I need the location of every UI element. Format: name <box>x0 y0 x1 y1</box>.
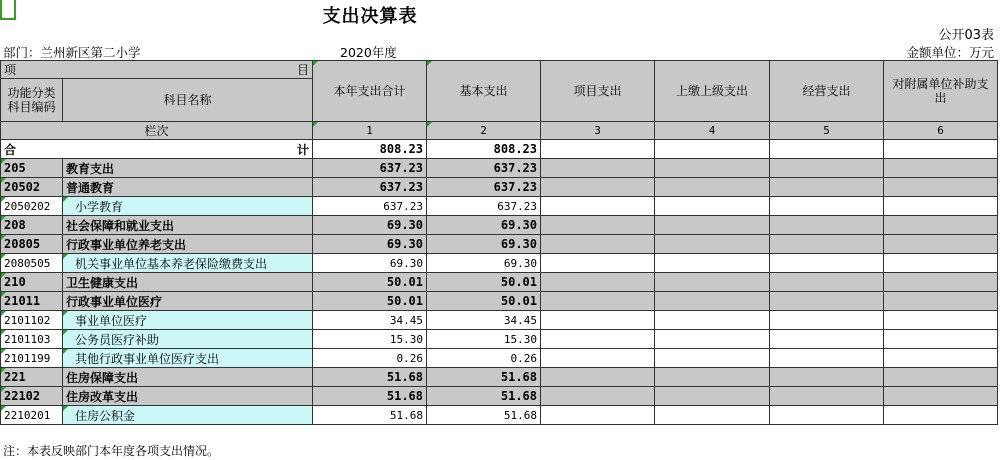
row-total-amount: 637.23 <box>313 159 427 178</box>
row-basic-amount: 0.26 <box>427 349 541 368</box>
row-c3-cell <box>541 159 655 178</box>
row-basic-amount: 637.23 <box>427 159 541 178</box>
row-subject-name: 住房改革支出 <box>63 387 313 406</box>
row-c6-cell <box>884 406 998 425</box>
row-basic-amount: 50.01 <box>427 273 541 292</box>
row-total-amount: 69.30 <box>313 216 427 235</box>
total-label <box>1 140 313 159</box>
index-row-label: 栏次 <box>1 122 313 140</box>
table-row <box>1 387 998 406</box>
row-c6-cell <box>884 311 998 330</box>
total-c5 <box>770 140 884 159</box>
footnote: 注：本表反映部门本年度各项支出情况。 <box>3 444 220 458</box>
row-subject-code: 205 <box>1 159 63 178</box>
row-c3-cell <box>541 235 655 254</box>
row-c6-cell <box>884 254 998 273</box>
row-total-amount: 637.23 <box>313 178 427 197</box>
row-subject-name: 机关事业单位基本养老保险缴费支出 <box>63 254 313 273</box>
row-c3-cell <box>541 254 655 273</box>
row-c5-cell <box>770 235 884 254</box>
row-c6-cell <box>884 216 998 235</box>
row-c3-cell <box>541 368 655 387</box>
row-c6-cell <box>884 292 998 311</box>
row-c5-cell <box>770 159 884 178</box>
table-row <box>1 178 998 197</box>
row-total-amount: 50.01 <box>313 273 427 292</box>
row-total-amount: 51.68 <box>313 387 427 406</box>
row-c6-cell <box>884 349 998 368</box>
row-c3-cell <box>541 216 655 235</box>
row-subject-code: 210 <box>1 273 63 292</box>
header-project-expenditure: 项目支出 <box>541 61 655 122</box>
row-total-amount: 0.26 <box>313 349 427 368</box>
header-subject-code: 功能分类科目编码 <box>1 79 63 122</box>
row-total-amount: 34.45 <box>313 311 427 330</box>
row-c5-cell <box>770 254 884 273</box>
row-c5-cell <box>770 368 884 387</box>
table-row <box>1 292 998 311</box>
row-basic-amount: 51.68 <box>427 406 541 425</box>
row-subject-name: 行政事业单位医疗 <box>63 292 313 311</box>
header-mu: 目 <box>296 63 309 77</box>
table-row <box>1 235 998 254</box>
row-c6-cell <box>884 273 998 292</box>
row-c4-cell <box>655 273 770 292</box>
header-xiang: 项 <box>4 63 17 77</box>
row-subject-code: 20502 <box>1 178 63 197</box>
page-title: 支出决算表 <box>322 6 418 27</box>
row-basic-amount: 637.23 <box>427 197 541 216</box>
row-subject-code: 221 <box>1 368 63 387</box>
fiscal-year-label: 2020年度 <box>340 45 397 60</box>
total-row <box>1 140 998 159</box>
row-c4-cell <box>655 292 770 311</box>
row-subject-code: 2101102 <box>1 311 63 330</box>
total-c2: 808.23 <box>427 140 541 159</box>
row-c5-cell <box>770 292 884 311</box>
row-basic-amount: 50.01 <box>427 292 541 311</box>
row-subject-code: 2210201 <box>1 406 63 425</box>
row-subject-code: 2101199 <box>1 349 63 368</box>
row-basic-amount: 637.23 <box>427 178 541 197</box>
row-c3-cell <box>541 406 655 425</box>
row-c4-cell <box>655 178 770 197</box>
row-c3-cell <box>541 178 655 197</box>
row-c6-cell <box>884 159 998 178</box>
row-basic-amount: 69.30 <box>427 216 541 235</box>
row-subject-name: 其他行政事业单位医疗支出 <box>63 349 313 368</box>
row-subject-code: 2101103 <box>1 330 63 349</box>
department-label: 部门：兰州新区第二小学 <box>3 45 141 60</box>
row-c5-cell <box>770 330 884 349</box>
table-row <box>1 273 998 292</box>
row-c5-cell <box>770 216 884 235</box>
row-c4-cell <box>655 330 770 349</box>
row-subject-code: 20805 <box>1 235 63 254</box>
row-c3-cell <box>541 349 655 368</box>
row-c6-cell <box>884 178 998 197</box>
row-c4-cell <box>655 235 770 254</box>
row-c5-cell <box>770 273 884 292</box>
row-c4-cell <box>655 197 770 216</box>
row-total-amount: 51.68 <box>313 406 427 425</box>
row-subject-code: 2050202 <box>1 197 63 216</box>
table-row <box>1 216 998 235</box>
header-total-expenditure: 本年支出合计 <box>313 61 427 122</box>
row-c5-cell <box>770 311 884 330</box>
row-c3-cell <box>541 330 655 349</box>
row-c6-cell <box>884 197 998 216</box>
row-c6-cell <box>884 330 998 349</box>
row-c4-cell <box>655 368 770 387</box>
table-row <box>1 159 998 178</box>
header-xiang-mu <box>1 61 313 79</box>
row-c3-cell <box>541 311 655 330</box>
row-total-amount: 51.68 <box>313 368 427 387</box>
total-he: 合 <box>4 142 17 157</box>
expenditure-table <box>0 60 998 425</box>
row-subject-code: 21011 <box>1 292 63 311</box>
row-c3-cell <box>541 273 655 292</box>
row-basic-amount: 69.30 <box>427 254 541 273</box>
index-col-4: 4 <box>655 122 770 140</box>
row-c3-cell <box>541 387 655 406</box>
row-c5-cell <box>770 406 884 425</box>
table-row <box>1 330 998 349</box>
row-subject-name: 事业单位医疗 <box>63 311 313 330</box>
row-c6-cell <box>884 368 998 387</box>
row-total-amount: 69.30 <box>313 254 427 273</box>
index-col-5: 5 <box>770 122 884 140</box>
total-ji: 计 <box>296 142 309 157</box>
row-c4-cell <box>655 159 770 178</box>
row-c4-cell <box>655 216 770 235</box>
row-subject-name: 公务员医疗补助 <box>63 330 313 349</box>
row-c5-cell <box>770 349 884 368</box>
row-c5-cell <box>770 197 884 216</box>
row-subject-name: 住房公积金 <box>63 406 313 425</box>
total-c1: 808.23 <box>313 140 427 159</box>
header-subject-name-text: 科目名称 <box>163 93 212 107</box>
row-subject-name: 教育支出 <box>63 159 313 178</box>
total-c6 <box>884 140 998 159</box>
row-c3-cell <box>541 292 655 311</box>
row-basic-amount: 51.68 <box>427 387 541 406</box>
row-c6-cell <box>884 235 998 254</box>
header-remit-superior: 上缴上级支出 <box>655 61 770 122</box>
table-row <box>1 349 998 368</box>
form-code: 公开03表 <box>938 28 994 43</box>
index-col-3: 3 <box>541 122 655 140</box>
index-col-6: 6 <box>884 122 998 140</box>
row-c5-cell <box>770 178 884 197</box>
index-col-1: 1 <box>313 122 427 140</box>
row-total-amount: 69.30 <box>313 235 427 254</box>
row-c5-cell <box>770 387 884 406</box>
row-basic-amount: 51.68 <box>427 368 541 387</box>
row-subject-code: 208 <box>1 216 63 235</box>
row-total-amount: 15.30 <box>313 330 427 349</box>
row-c3-cell <box>541 197 655 216</box>
row-total-amount: 50.01 <box>313 292 427 311</box>
table-row <box>1 197 998 216</box>
header-basic-expenditure: 基本支出 <box>427 61 541 122</box>
row-c4-cell <box>655 349 770 368</box>
row-total-amount: 637.23 <box>313 197 427 216</box>
row-subject-name: 社会保障和就业支出 <box>63 216 313 235</box>
row-subject-name: 普通教育 <box>63 178 313 197</box>
row-subject-name: 卫生健康支出 <box>63 273 313 292</box>
row-c4-cell <box>655 254 770 273</box>
table-row <box>1 406 998 425</box>
table-row <box>1 311 998 330</box>
index-col-2: 2 <box>427 122 541 140</box>
row-subject-name: 小学教育 <box>63 197 313 216</box>
header-subject-name <box>63 79 313 122</box>
row-basic-amount: 15.30 <box>427 330 541 349</box>
row-c4-cell <box>655 387 770 406</box>
amount-unit-label: 金额单位：万元 <box>906 45 994 60</box>
total-c3 <box>541 140 655 159</box>
row-subject-code: 2080505 <box>1 254 63 273</box>
row-basic-amount: 69.30 <box>427 235 541 254</box>
row-c6-cell <box>884 387 998 406</box>
total-c4 <box>655 140 770 159</box>
table-row <box>1 254 998 273</box>
header-operating-expenditure: 经营支出 <box>770 61 884 122</box>
row-c4-cell <box>655 311 770 330</box>
row-basic-amount: 34.45 <box>427 311 541 330</box>
row-subject-name: 行政事业单位养老支出 <box>63 235 313 254</box>
header-subsidy-affiliates: 对附属单位补助支出 <box>884 61 998 122</box>
row-c4-cell <box>655 406 770 425</box>
row-subject-name: 住房保障支出 <box>63 368 313 387</box>
table-row <box>1 368 998 387</box>
row-subject-code: 22102 <box>1 387 63 406</box>
